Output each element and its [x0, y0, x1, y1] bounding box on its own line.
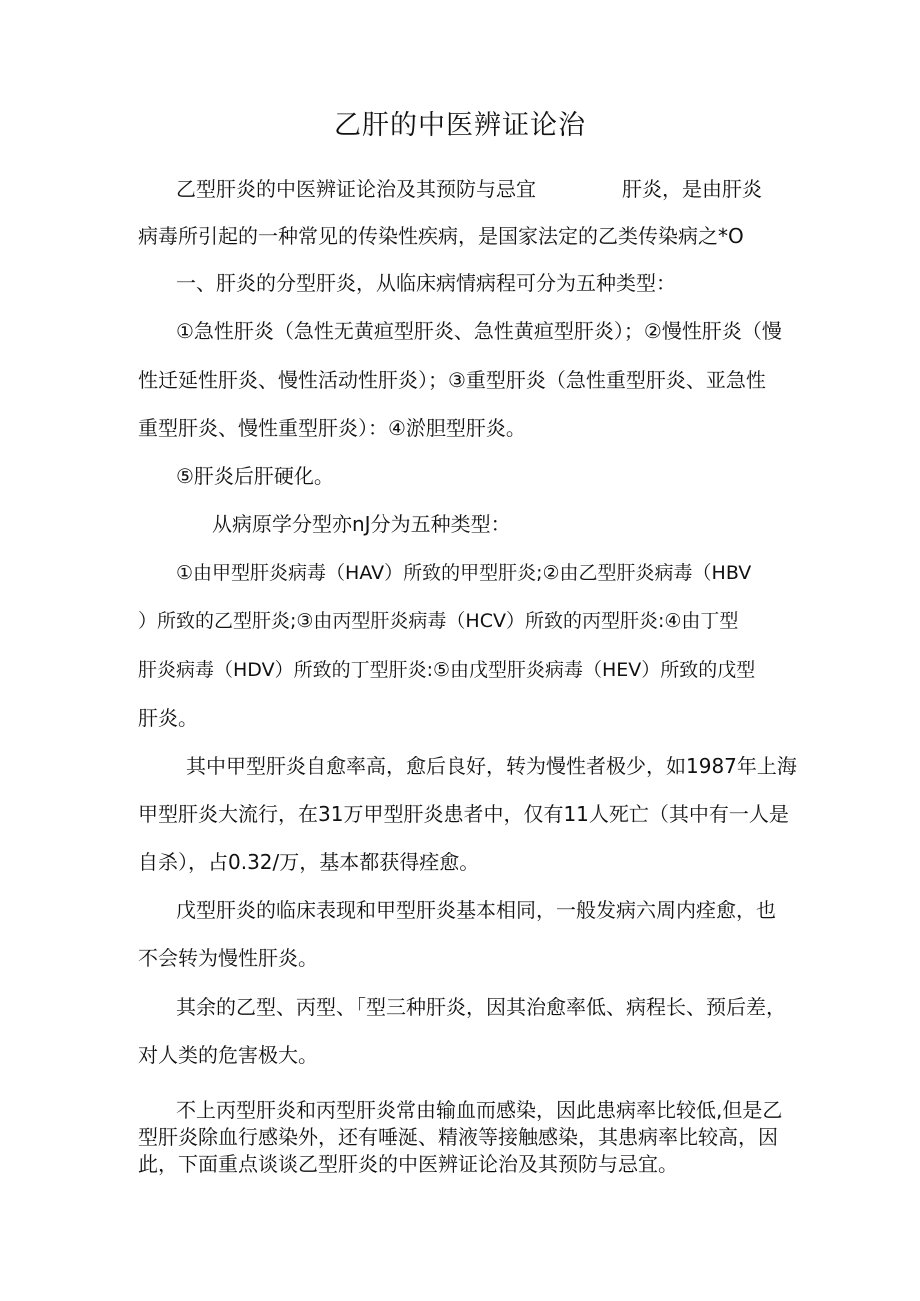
hepatitis-a-line-1: 其中甲型肝炎自愈率高，愈后良好，转为慢性者极少，如1987年上海 — [186, 754, 797, 778]
transmission-line-2: 型肝炎除血行感染外，还有唾涎、精液等接触感染，其患病率比较高，因 — [138, 1125, 778, 1149]
clinical-types-line-4: ⑤肝炎后肝硬化。 — [176, 464, 334, 488]
clinical-types-line-3: 重型肝炎、慢性重型肝炎）：④淤胆型肝炎。 — [138, 416, 526, 440]
transmission-line-3: 此，下面重点谈谈乙型肝炎的中医辨证论治及其预防与忌宜。 — [138, 1152, 678, 1176]
others-line-1: 其余的乙型、丙型、「型三种肝炎，因其治愈率低、病程长、预后差， — [176, 995, 786, 1019]
clinical-types-line-2: 性迁延性肝炎、慢性活动性肝炎）；③重型肝炎（急性重型肝炎、亚急性 — [138, 368, 766, 392]
intro-text-part1: 乙型肝炎的中医辨证论治及其预防与忌宜 — [176, 177, 536, 201]
etiology-line-2: ）所致的乙型肝炎;③由丙型肝炎病毒（HCV）所致的丙型肝炎:④由丁型 — [138, 610, 739, 632]
etiology-line-4: 肝炎。 — [138, 706, 198, 730]
intro-line-1 — [176, 176, 762, 202]
etiology-line-3: 肝炎病毒（HDV）所致的丁型肝炎:⑤由戊型肝炎病毒（HEV）所致的戊型 — [138, 659, 756, 681]
hepatitis-e-line-1: 戊型肝炎的临床表现和甲型肝炎基本相同，一般发病六周内痊愈，也 — [176, 898, 776, 922]
intro-text-part2: 肝炎，是由肝炎 — [622, 177, 762, 201]
clinical-types-line-1: ①急性肝炎（急性无黄疸型肝炎、急性黄疸型肝炎）；②慢性肝炎（慢 — [176, 319, 782, 343]
intro-line-2: 病毒所引起的一种常见的传染性疾病，是国家法定的乙类传染病之*O — [138, 224, 744, 248]
document-title: 乙肝的中医辨证论治 — [334, 110, 586, 141]
hepatitis-a-line-3: 自杀），占0.32/万，基本都获得痊愈。 — [138, 850, 480, 874]
hepatitis-a-line-2: 甲型肝炎大流行，在31万甲型肝炎患者中，仅有11人死亡（其中有一人是 — [138, 802, 789, 826]
etiology-line-1: ①由甲型肝炎病毒（HAV）所致的甲型肝炎;②由乙型肝炎病毒（HBV — [176, 562, 752, 584]
section1-heading: 一、肝炎的分型肝炎，从临床病情病程可分为五种类型： — [176, 271, 676, 295]
hepatitis-e-line-2: 不会转为慢性肝炎。 — [138, 946, 318, 970]
transmission-line-1: 不上丙型肝炎和丙型肝炎常由输血而感染，因此患病率比较低,但是乙 — [176, 1098, 783, 1122]
others-line-2: 对人类的危害极大。 — [138, 1043, 318, 1067]
etiology-heading: 从病原学分型亦nJ分为五种类型： — [212, 512, 511, 536]
